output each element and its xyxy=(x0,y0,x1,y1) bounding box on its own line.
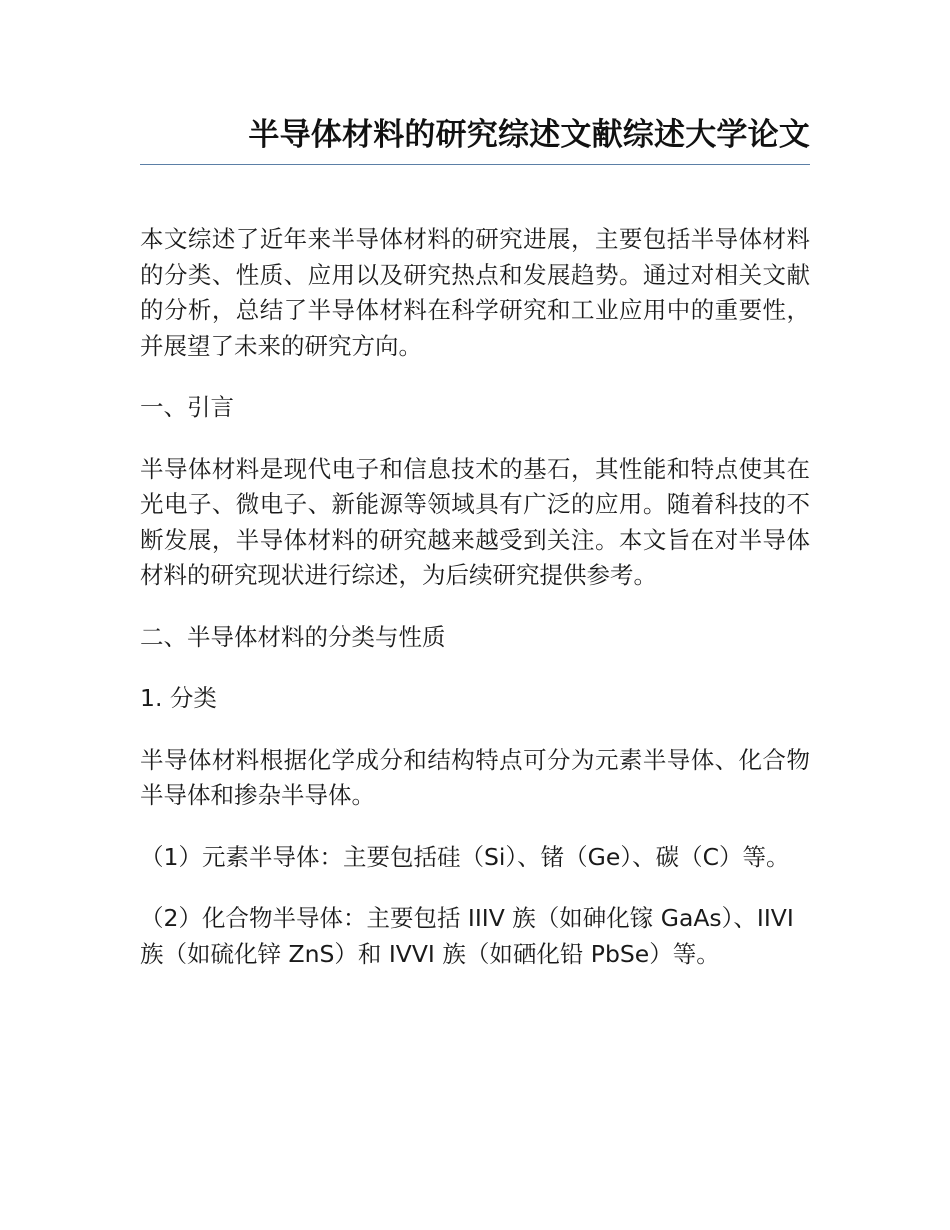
section-heading-introduction: 一、引言 xyxy=(140,393,234,421)
list-item-compound-semiconductors: （2）化合物半导体：主要包括 IIIV 族（如砷化镓 GaAs）、IIVI 族（如硫化锌 ZnS）和 IVVI 族（如硒化铅 PbSe）等。 xyxy=(140,904,794,968)
document-body xyxy=(140,222,810,972)
classification-paragraph: 半导体材料根据化学成分和结构特点可分为元素半导体、化合物半导体和掺杂半导体。 xyxy=(140,745,810,809)
section-heading-classification: 二、半导体材料的分类与性质 xyxy=(140,622,446,651)
title-block xyxy=(140,112,810,165)
subsection-heading-classification: 1. 分类 xyxy=(140,684,217,712)
list-item-elemental-semiconductors: （1）元素半导体：主要包括硅（Si）、锗（Ge）、碳（C）等。 xyxy=(140,842,790,871)
introduction-paragraph: 半导体材料是现代电子和信息技术的基石，其性能和特点使其在光电子、微电子、新能源等领域具有广泛的应用。随着科技的不断发展，半导体材料的研究越来越受到关注。本文旨在对半导体材料的研究现状进行综述，为后续研究提供参考。 xyxy=(140,454,810,589)
abstract-paragraph: 本文综述了近年来半导体材料的研究进展，主要包括半导体材料的分类、性质、应用以及研究热点和发展趋势。通过对相关文献的分析，总结了半导体材料在科学研究和工业应用中的重要性，并展望了未来的研究方向。 xyxy=(140,225,810,360)
document-title: 半导体材料的研究综述文献综述大学论文 xyxy=(248,117,810,153)
